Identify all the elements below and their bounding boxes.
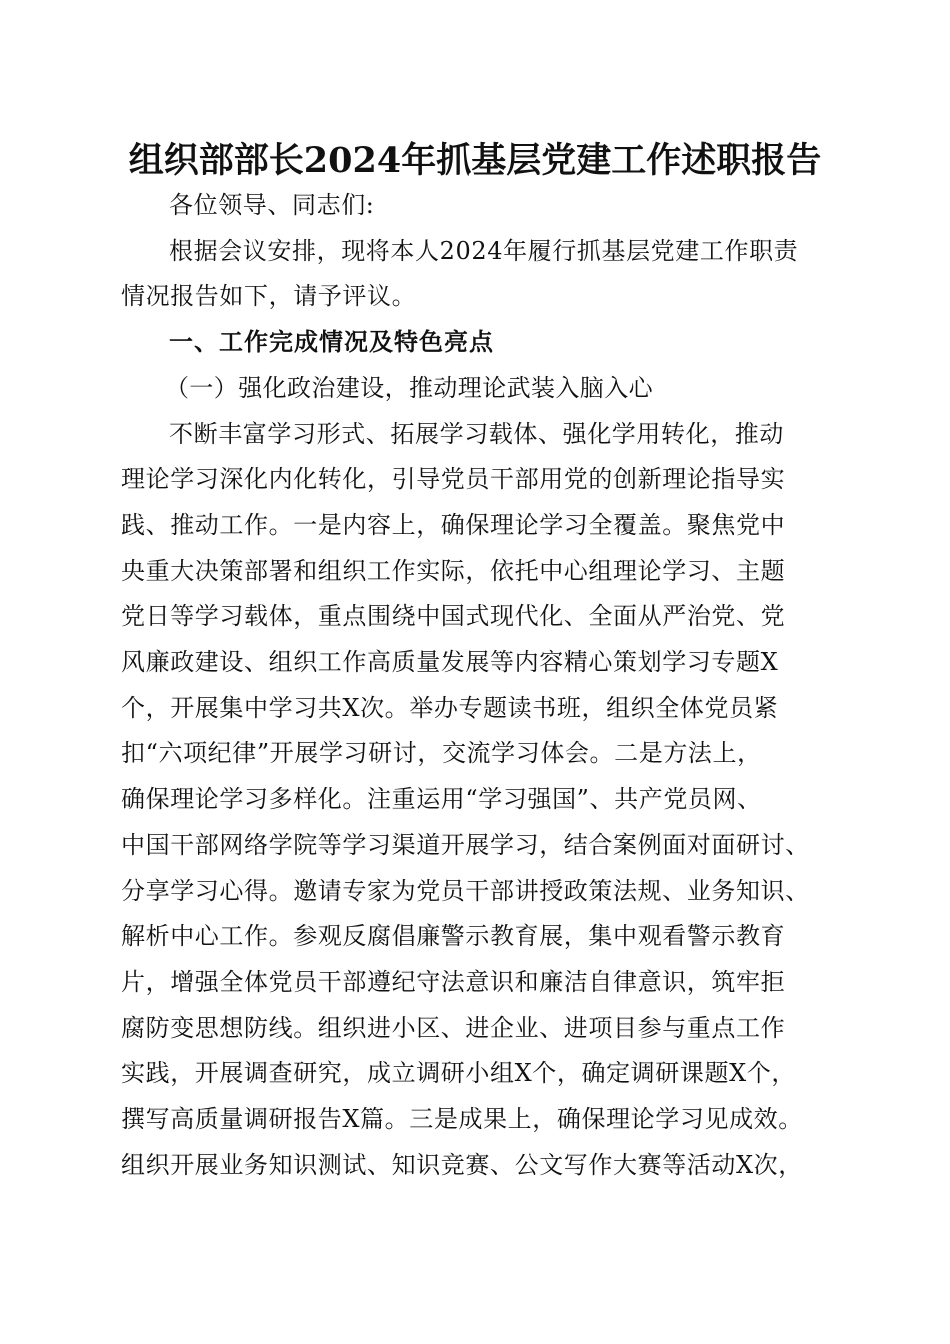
intro-paragraph (121, 229, 831, 320)
body-line-3: 践、推动工作。一是内容上，确保理论学习全覆盖。聚焦党中 (121, 510, 786, 539)
body-paragraph (121, 412, 831, 1189)
body-line-7: 个，开展集中学习共X次。举办专题读书班，组织全体党员紧 (121, 693, 779, 722)
intro-line-2: 情况报告如下，请予评议。 (121, 282, 417, 311)
body-line-15: 实践，开展调查研究，成立调研小组X个，确定调研课题X个， (121, 1059, 796, 1088)
body-line-13: 片，增强全体党员干部遵纪守法意识和廉洁自律意识，筑牢拒 (121, 967, 786, 996)
body-line-14: 腐防变思想防线。组织进小区、进企业、进项目参与重点工作 (121, 1013, 786, 1042)
salutation (121, 183, 831, 229)
body-line-8: 扣“六项纪律”开展学习研讨，交流学习体会。二是方法上， (121, 739, 762, 768)
body-line-10: 中国干部网络学院等学习渠道开展学习，结合案例面对面研讨、 (121, 830, 810, 859)
document-title: 组织部部长2024年抓基层党建工作述职报告 (128, 140, 822, 181)
body-line-5: 党日等学习载体，重点围绕中国式现代化、全面从严治党、党 (121, 602, 786, 631)
body-line-17: 组织开展业务知识测试、知识竞赛、公文写作大赛等活动X次， (121, 1150, 803, 1179)
body-line-1: 不断丰富学习形式、拓展学习载体、强化学用转化，推动 (169, 419, 784, 448)
body-line-16: 撰写高质量调研报告X篇。三是成果上，确保理论学习见成效。 (121, 1105, 803, 1134)
section-heading-1: 一、工作完成情况及特色亮点 (169, 328, 494, 357)
salutation-line: 各位领导、同志们: (169, 191, 375, 219)
body-line-6: 风廉政建设、组织工作高质量发展等内容精心策划学习专题X (121, 648, 779, 677)
body-line-2: 理论学习深化内化转化，引导党员干部用党的创新理论指导实 (121, 465, 786, 494)
body-line-4: 央重大决策部署和组织工作实际，依托中心组理论学习、主题 (121, 556, 786, 585)
body-line-12: 解析中心工作。参观反腐倡廉警示教育展，集中观看警示教育 (121, 922, 786, 951)
subsection-heading-1: （一）强化政治建设，推动理论武装入脑入心 (165, 373, 653, 402)
document-body (121, 183, 831, 1188)
body-line-9: 确保理论学习多样化。注重运用“学习强国”、共产党员网、 (121, 785, 762, 814)
intro-line-1: 根据会议安排，现将本人2024年履行抓基层党建工作职责 (169, 236, 799, 265)
body-line-11: 分享学习心得。邀请专家为党员干部讲授政策法规、业务知识、 (121, 876, 810, 905)
